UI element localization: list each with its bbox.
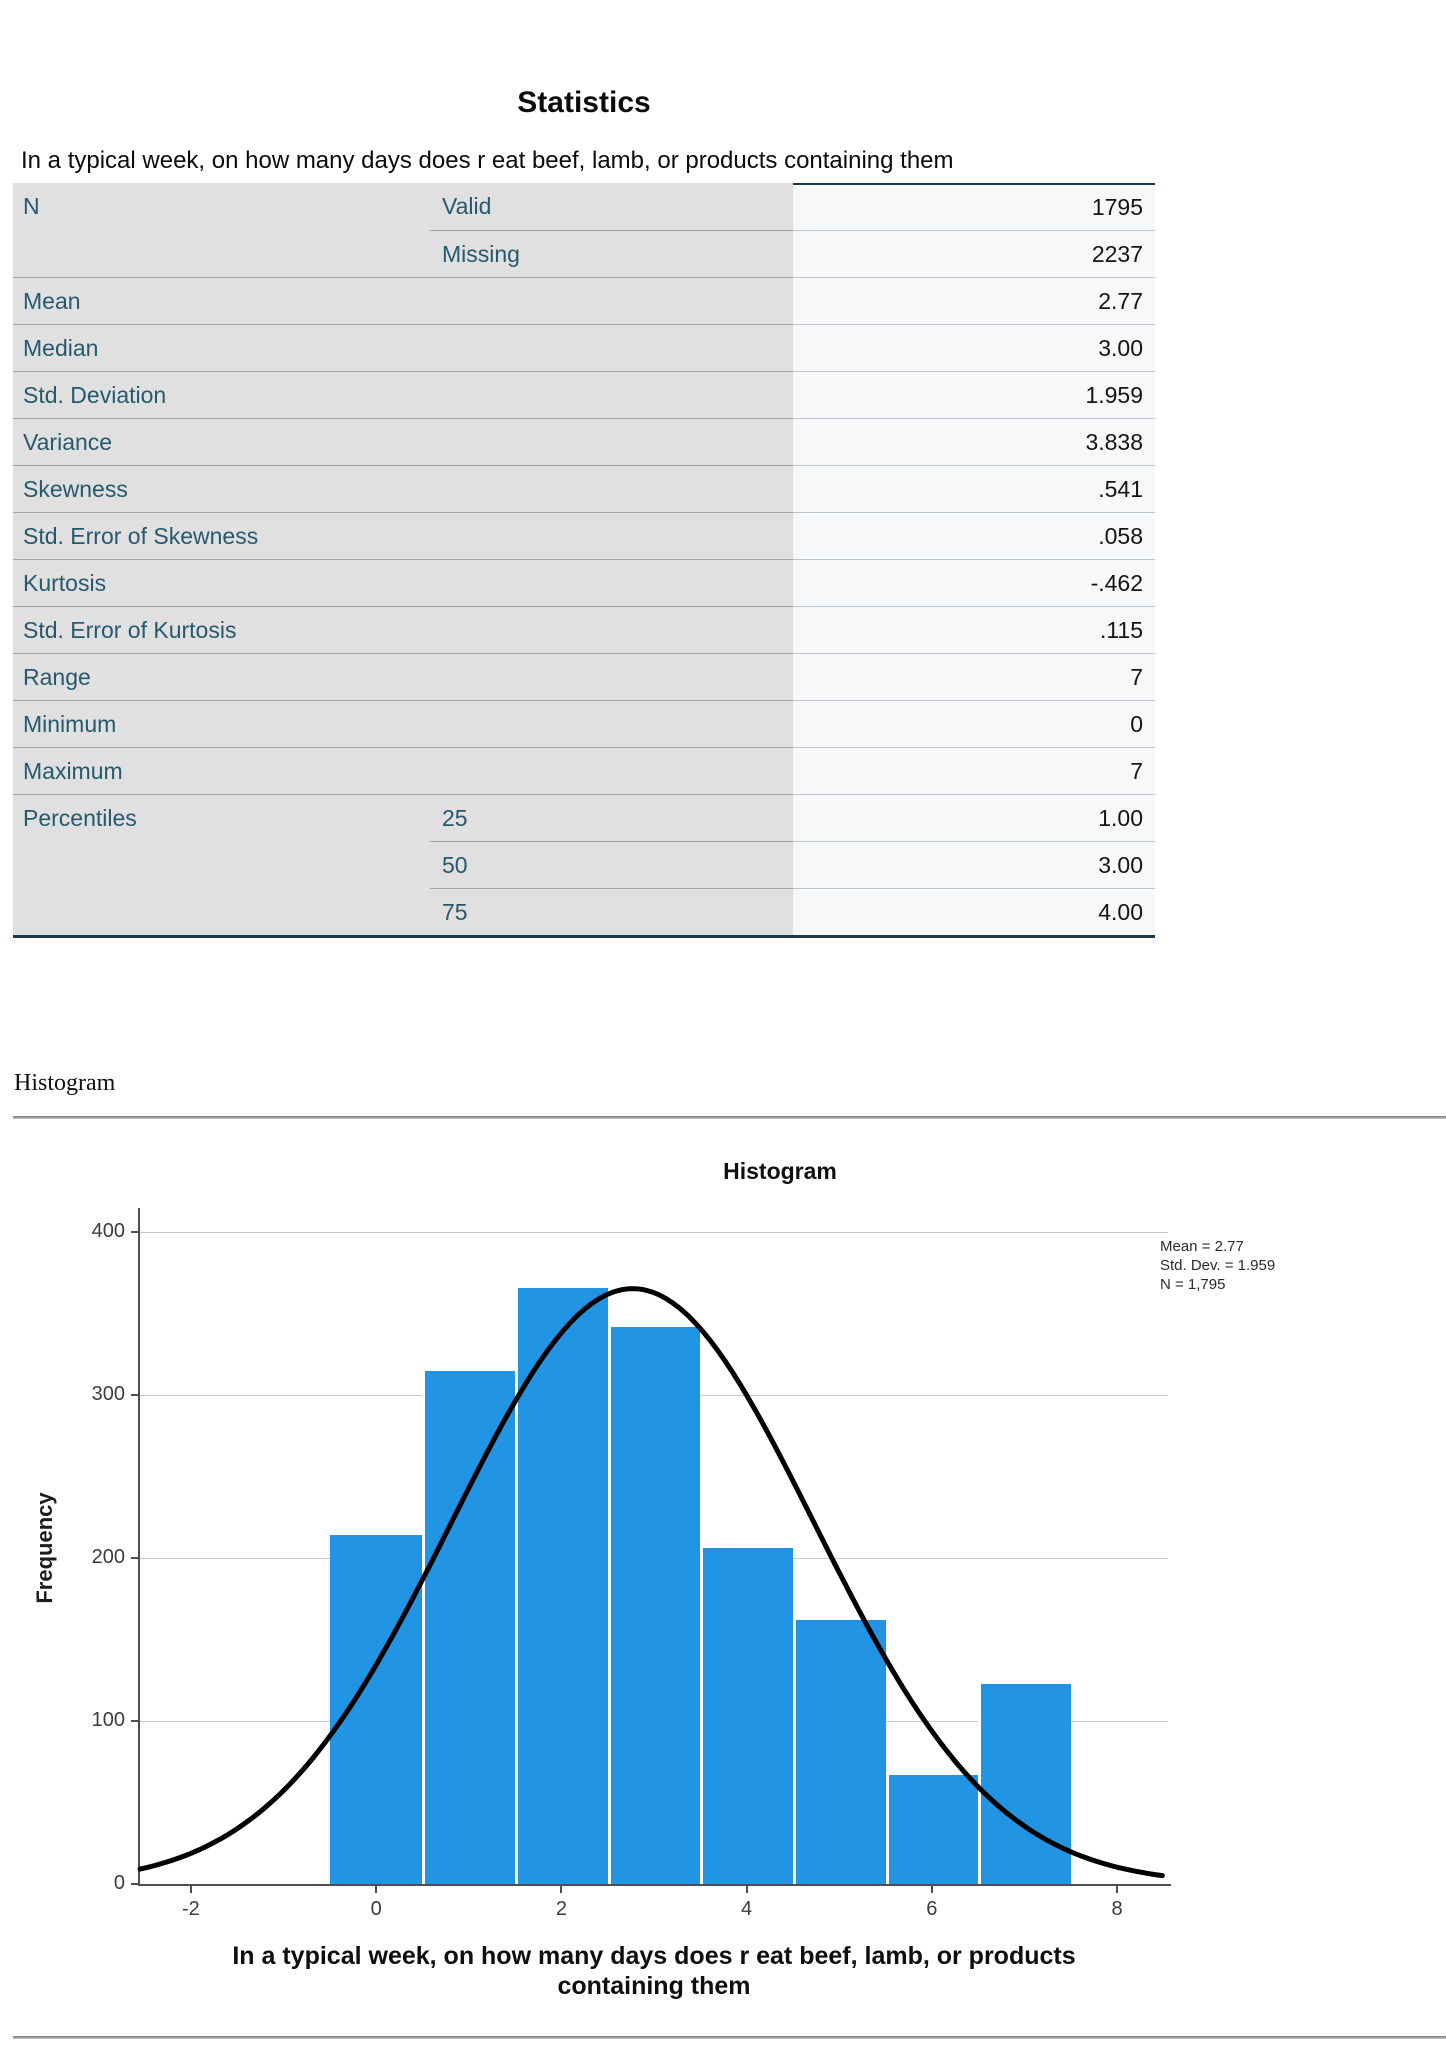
stats-row-label: Median xyxy=(13,324,430,371)
x-tick-label: 6 xyxy=(926,1898,938,1920)
y-tick-mark xyxy=(131,1883,138,1885)
stats-row-label: Maximum xyxy=(13,747,430,794)
y-tick-label: 200 xyxy=(91,1546,125,1569)
stats-row-value: 7 xyxy=(793,653,1155,700)
stats-row-sublabel xyxy=(430,700,793,747)
stats-row-label: Variance xyxy=(13,418,430,465)
stats-row-sublabel: 50 xyxy=(430,841,793,888)
stats-row-value: 1.00 xyxy=(793,794,1155,841)
stats-row-label xyxy=(13,841,430,888)
chart-legend xyxy=(1160,1237,1275,1294)
legend-line: Std. Dev. = 1.959 xyxy=(1160,1257,1276,1274)
y-tick-mark xyxy=(131,1720,138,1722)
y-tick-mark xyxy=(131,1231,138,1233)
x-tick-mark xyxy=(931,1886,933,1893)
stats-row-sublabel: Missing xyxy=(430,230,793,277)
stats-row-value: 1.959 xyxy=(793,371,1155,418)
stats-row-value: .541 xyxy=(793,465,1155,512)
stats-row-value: .058 xyxy=(793,512,1155,559)
x-tick-mark xyxy=(1116,1886,1118,1893)
stats-row-value: 2237 xyxy=(793,230,1155,277)
stats-row-sublabel xyxy=(430,465,793,512)
stats-row-sublabel xyxy=(430,559,793,606)
y-tick-label: 100 xyxy=(91,1709,125,1732)
x-tick-mark xyxy=(746,1886,748,1893)
stats-row-value: -.462 xyxy=(793,559,1155,606)
statistics-table-title: Statistics xyxy=(517,86,651,119)
x-axis-label: In a typical week, on how many days does r eat beef, lamb, or products containing them xyxy=(232,1942,1076,2000)
stats-row-label: Skewness xyxy=(13,465,430,512)
stats-row-sublabel xyxy=(430,371,793,418)
stats-row-label: Std. Error of Kurtosis xyxy=(13,606,430,653)
stats-row-label: Percentiles xyxy=(13,794,430,841)
x-tick-label: 8 xyxy=(1111,1898,1123,1920)
y-tick-mark xyxy=(131,1557,138,1559)
stats-row-value: 3.00 xyxy=(793,324,1155,371)
stats-row-value: .115 xyxy=(793,606,1155,653)
stats-row-sublabel xyxy=(430,324,793,371)
x-tick-label: 0 xyxy=(370,1898,382,1920)
stats-row-label xyxy=(13,230,430,277)
stats-row-value: 4.00 xyxy=(793,888,1155,935)
stats-row-value: 7 xyxy=(793,747,1155,794)
stats-row-value: 3.838 xyxy=(793,418,1155,465)
legend-line: Mean = 2.77 xyxy=(1160,1238,1244,1255)
stats-row-value: 0 xyxy=(793,700,1155,747)
stats-row-label: N xyxy=(13,183,430,230)
statistics-table-subtitle: In a typical week, on how many days does r eat beef, lamb, or products containing them xyxy=(21,147,954,174)
stats-row-sublabel: 25 xyxy=(430,794,793,841)
x-tick-mark xyxy=(560,1886,562,1893)
stats-row-value: 2.77 xyxy=(793,277,1155,324)
stats-row-sublabel xyxy=(430,277,793,324)
y-tick-label: 0 xyxy=(113,1872,125,1894)
stats-row-value: 3.00 xyxy=(793,841,1155,888)
stats-row-label: Mean xyxy=(13,277,430,324)
y-tick-label: 300 xyxy=(91,1383,125,1406)
legend-line: N = 1,795 xyxy=(1160,1276,1226,1293)
x-tick-mark xyxy=(190,1886,192,1893)
x-tick-label: 4 xyxy=(741,1898,753,1920)
stats-row-sublabel: 75 xyxy=(430,888,793,935)
stats-row-sublabel: Valid xyxy=(430,183,793,230)
stats-row-label: Minimum xyxy=(13,700,430,747)
section-divider-top xyxy=(13,1116,1446,1119)
y-tick-mark xyxy=(131,1394,138,1396)
x-tick-label: 2 xyxy=(555,1898,567,1920)
normal-curve xyxy=(140,1208,1168,1884)
stats-row-sublabel xyxy=(430,653,793,700)
stats-row-sublabel xyxy=(430,606,793,653)
stats-row-label: Std. Deviation xyxy=(13,371,430,418)
plot-area xyxy=(140,1208,1168,1884)
stats-row-value: 1795 xyxy=(793,183,1155,230)
stats-row-label: Std. Error of Skewness xyxy=(13,512,430,559)
x-axis-line xyxy=(138,1884,1171,1886)
chart-title: Histogram xyxy=(723,1158,837,1184)
y-tick-label: 400 xyxy=(91,1220,125,1243)
section-divider-bottom xyxy=(13,2036,1446,2039)
stats-row-label xyxy=(13,888,430,935)
stats-row-sublabel xyxy=(430,512,793,559)
x-tick-mark xyxy=(375,1886,377,1893)
stats-row-label: Kurtosis xyxy=(13,559,430,606)
stats-row-label: Range xyxy=(13,653,430,700)
stats-row-sublabel xyxy=(430,747,793,794)
statistics-table xyxy=(13,183,1155,938)
stats-row-sublabel xyxy=(430,418,793,465)
histogram-section-heading: Histogram xyxy=(14,1070,116,1096)
x-tick-label: -2 xyxy=(182,1898,200,1920)
y-axis-label: Frequency xyxy=(32,1492,57,1604)
